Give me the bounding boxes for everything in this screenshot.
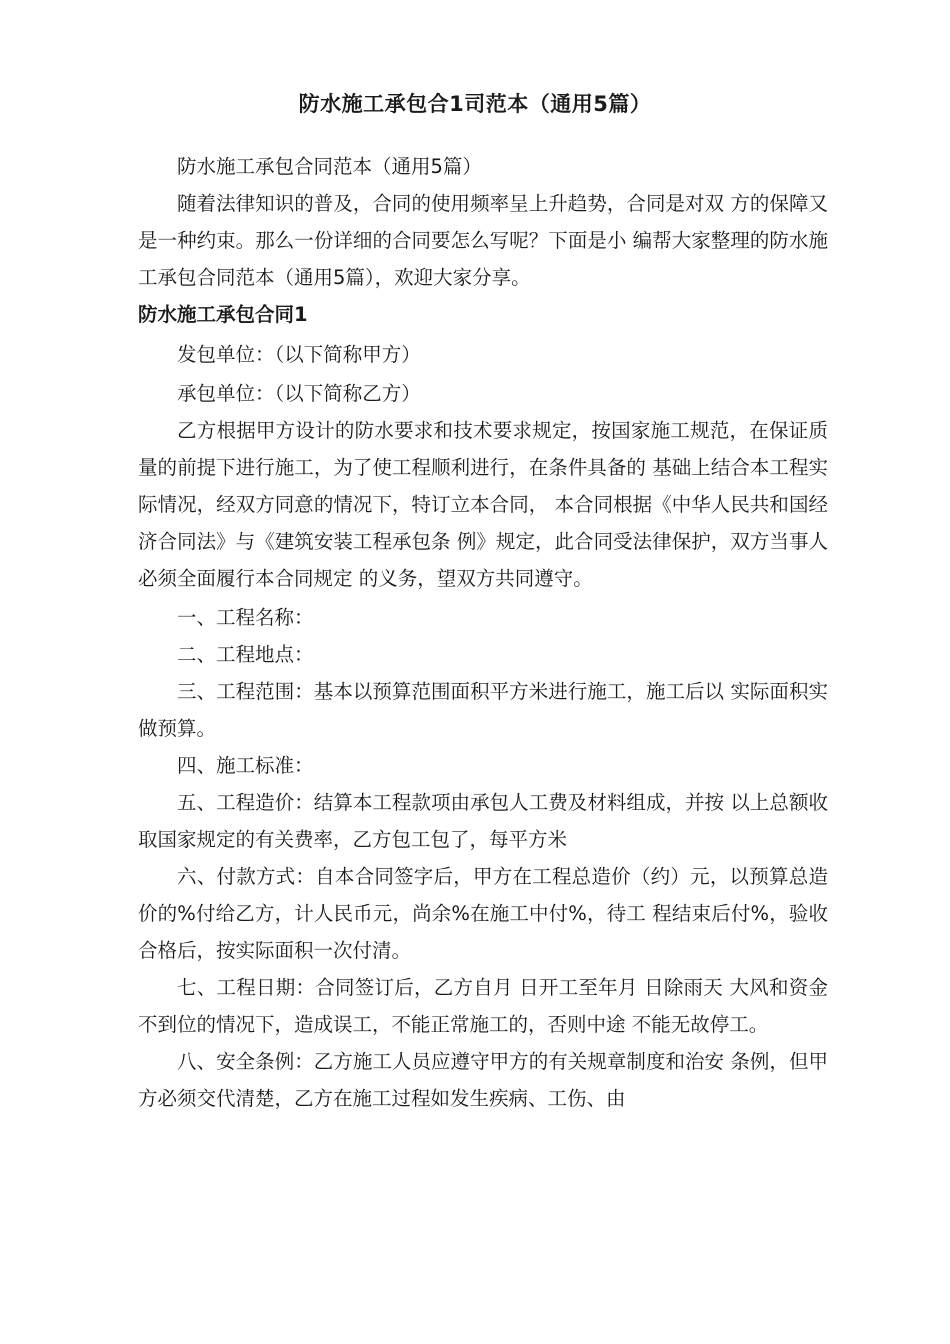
contract-party-employer: 发包单位：（以下简称甲方） [177,343,421,366]
document-subtitle: 防水施工承包合同范本（通用5篇） [177,155,482,178]
clause-project-location: 二、工程地点： [177,643,314,666]
contract-preamble: 乙方根据甲方设计的防水要求和技术要求规定，按国家施工规范，在保证质量的前提下进行施工，为了使工程顺利进行，在条件具备的 基础上结合本工程实际情况，经双方同意的情况下，特订立本合同， 本合同根据《中华人民共和国经济合同法》与《建筑安装工程承包条 例》规定，此合同受法律保护，双方当事人必须全面履行本合同规定 的义务，望双方共同遵守。 [138,419,828,590]
clause-construction-standard: 四、施工标准： [177,754,314,777]
clause-project-name: 一、工程名称： [177,606,314,629]
section-heading: 防水施工承包合同1 [138,303,308,326]
clause-project-cost: 五、工程造价：结算本工程款项由承包人工费及材料组成，并按 以上总额收取国家规定的有关费率，乙方包工包了，每平方米 [138,791,828,851]
clause-safety-regulations: 八、安全条例：乙方施工人员应遵守甲方的有关规章制度和治安 条例，但甲方必须交代清楚，乙方在施工过程如发生疾病、工伤、由 [138,1050,828,1110]
clause-payment-method: 六、付款方式：自本合同签字后，甲方在工程总造价（约）元，以预算总造价的%付给乙方，计人民币元，尚余%在施工中付%，待工 程结束后付%，验收合格后，按实际面积一次付清。 [138,865,828,962]
document-body [138,148,828,1117]
contract-party-contractor: 承包单位：（以下简称乙方） [177,382,421,405]
clause-project-schedule: 七、工程日期：合同签订后，乙方自月 日开工至年月 日除雨天 大风和资金不到位的情况下，造成误工，不能正常施工的，否则中途 不能无故停工。 [138,976,828,1036]
document-title: 防水施工承包合1司范本（通用5篇） [298,92,652,116]
intro-paragraph: 随着法律知识的普及，合同的使用频率呈上升趋势，合同是对双 方的保障又是一种约束。那么一份详细的合同要怎么写呢？下面是小 编帮大家整理的防水施工承包合同范本（通用5篇），欢迎大家分享。 [138,192,828,289]
clause-project-scope: 三、工程范围：基本以预算范围面积平方米进行施工，施工后以 实际面积实做预算。 [138,680,828,740]
